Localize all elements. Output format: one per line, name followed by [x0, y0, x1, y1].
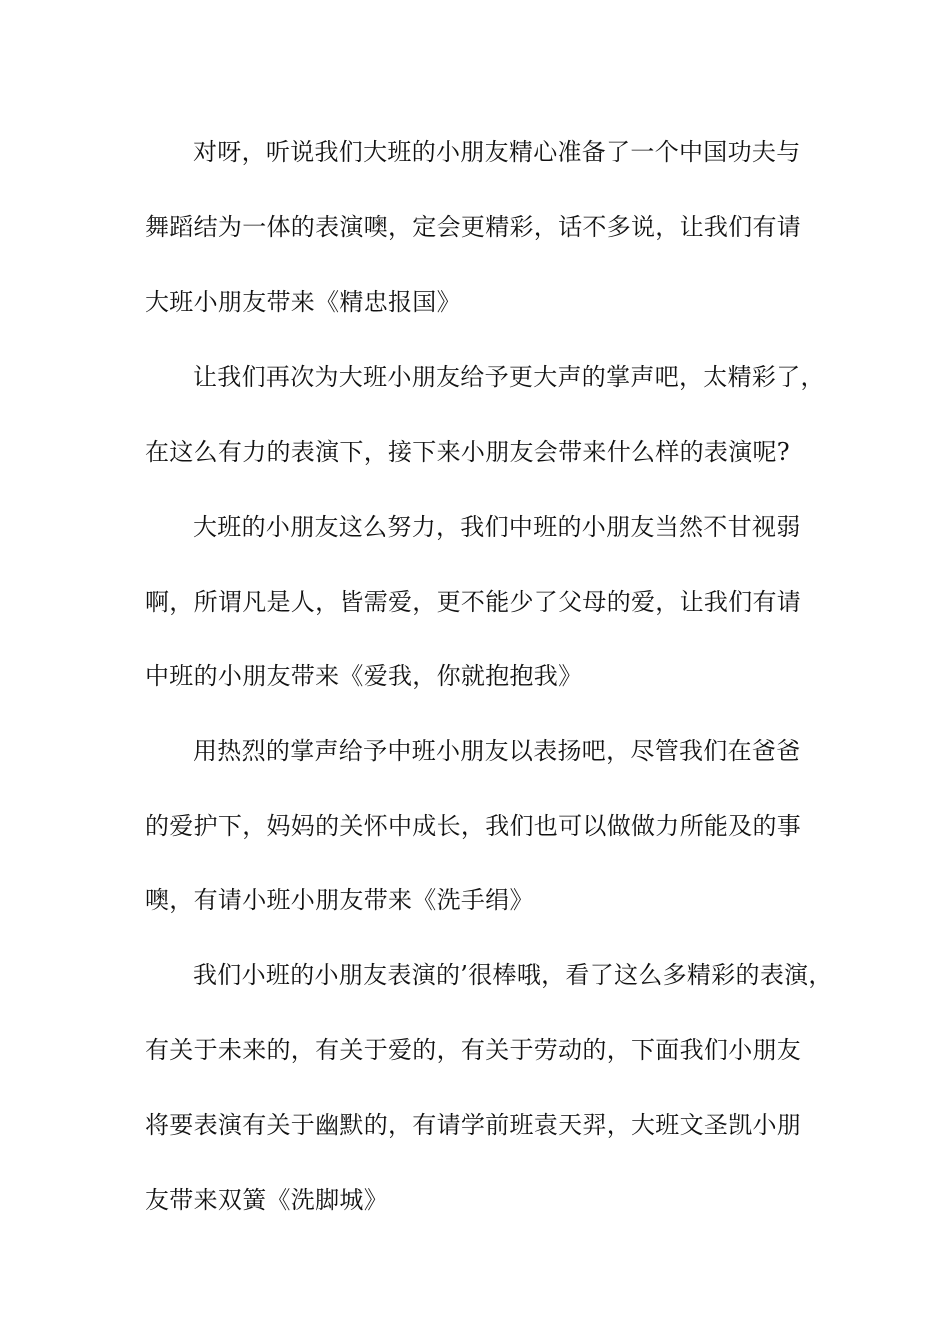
paragraph-2-line-2: 在这么有力的表演下，接下来小朋友会带来什么样的表演呢?	[145, 438, 790, 466]
paragraph-4-line-3: 噢，有请小班小朋友带来《洗手绢》	[145, 886, 534, 914]
paragraph-5-line-3: 将要表演有关于幽默的，有请学前班袁天羿，大班文圣凯小朋	[145, 1111, 802, 1139]
paragraph-1-line-2: 舞蹈结为一体的表演噢，定会更精彩，话不多说，让我们有请	[145, 213, 802, 241]
paragraph-3-line-3: 中班的小朋友带来《爱我，你就抱抱我》	[145, 662, 583, 690]
paragraph-2-line-1: 让我们再次为大班小朋友给予更大声的掌声吧，太精彩了，	[193, 363, 825, 391]
paragraph-3-line-1: 大班的小朋友这么努力，我们中班的小朋友当然不甘视弱	[193, 513, 801, 541]
paragraph-1-line-3: 大班小朋友带来《精忠报国》	[145, 288, 461, 316]
paragraph-5-line-4: 友带来双簧《洗脚城》	[145, 1186, 388, 1214]
paragraph-5-line-1: 我们小班的小朋友表演的’很棒哦，看了这么多精彩的表演，	[193, 961, 833, 989]
paragraph-4-line-2: 的爱护下，妈妈的关怀中成长，我们也可以做做力所能及的事	[145, 812, 802, 840]
paragraph-4-line-1: 用热烈的掌声给予中班小朋友以表扬吧，尽管我们在爸爸	[193, 737, 801, 765]
paragraph-5-line-2: 有关于未来的，有关于爱的，有关于劳动的，下面我们小朋友	[145, 1036, 802, 1064]
paragraph-3-line-2: 啊，所谓凡是人，皆需爱，更不能少了父母的爱，让我们有请	[145, 588, 802, 616]
paragraph-1-line-1: 对呀，听说我们大班的小朋友精心准备了一个中国功夫与	[193, 138, 801, 166]
